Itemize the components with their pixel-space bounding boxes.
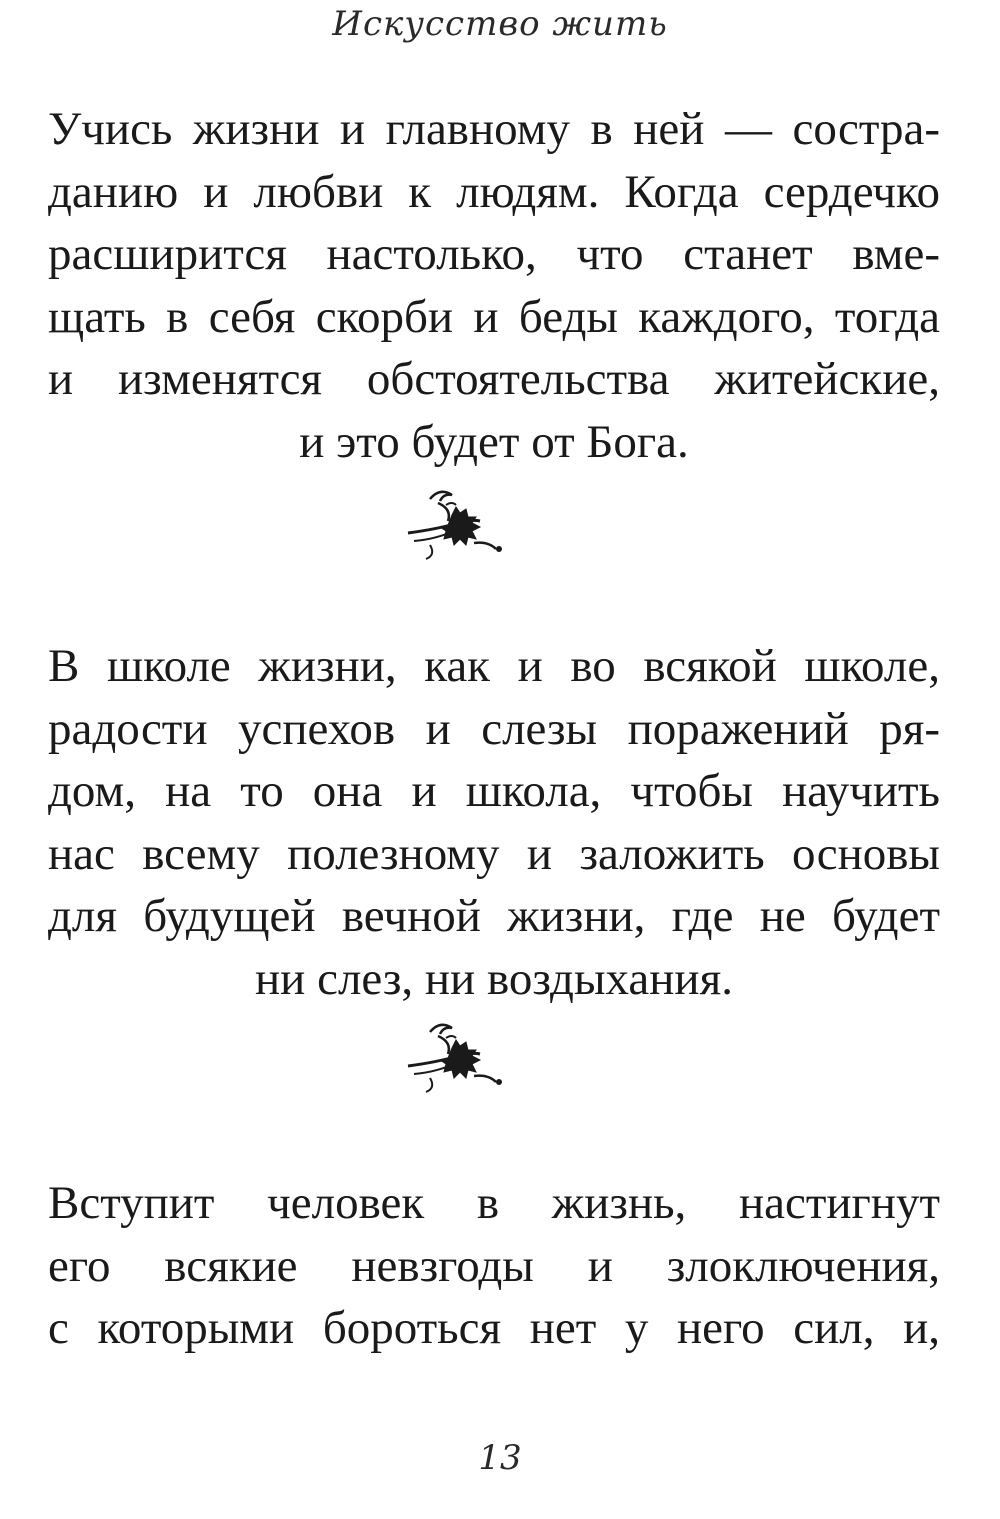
floral-vine-ornament-icon [400, 1018, 520, 1096]
text-line: и изменятся обстоятельства житейские, [48, 353, 940, 405]
text-line: для будущей вечной жизни, где не будет [48, 890, 940, 942]
text-line: радости успехов и слезы поражений ря- [48, 702, 940, 755]
text-line: его всякие невзгоды и злоключения, [48, 1239, 940, 1292]
paragraph-2 [48, 635, 940, 1010]
text-line: с которыми бороться нет у него сил, и, [48, 1302, 940, 1354]
text-line: и это будет от Бога. [299, 415, 689, 468]
paragraph-1 [48, 98, 940, 473]
text-line: В школе жизни, как и во всякой школе, [48, 640, 940, 692]
text-line: данию и любви к людям. Когда сердечко [48, 165, 940, 218]
text-line: Вступит человек в жизнь, настигнут [48, 1177, 940, 1229]
page-number: 13 [478, 1438, 522, 1478]
paragraph-3 [48, 1172, 940, 1360]
text-line: дом, на то она и школа, чтобы научить [48, 765, 940, 817]
text-line: нас всему полезному и заложить основы [48, 827, 940, 880]
text-line: расширится настолько, что станет вме- [48, 228, 940, 280]
text-line: Учись жизни и главному в ней — состра- [48, 103, 940, 155]
text-line: щать в себя скорби и беды каждого, тогда [48, 290, 940, 343]
running-head: Искусство жить [332, 4, 668, 44]
floral-vine-ornament-icon [400, 485, 520, 563]
text-line: ни слез, ни воздыхания. [255, 952, 733, 1005]
